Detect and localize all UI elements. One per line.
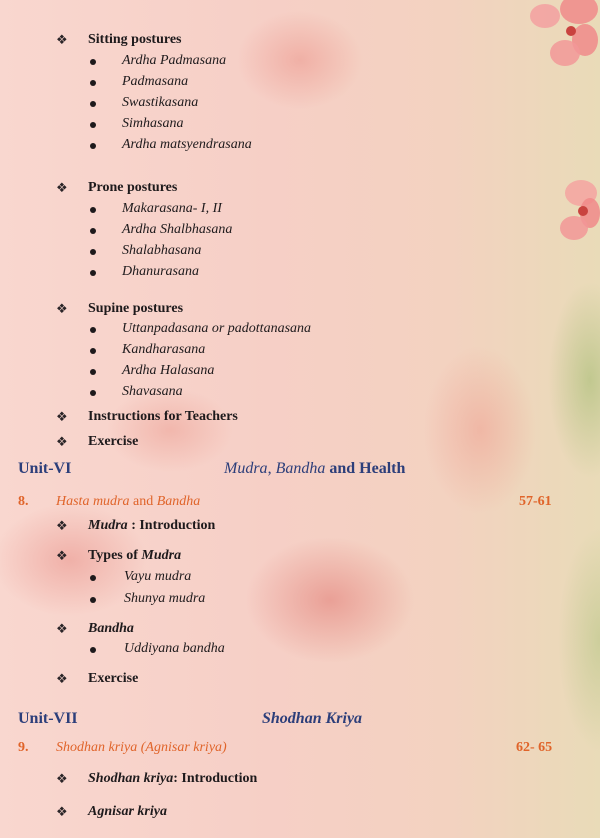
diamond-bullet-icon: ❖ bbox=[56, 409, 68, 424]
unit-label: Unit-VII bbox=[18, 710, 78, 727]
bullet-icon bbox=[90, 228, 96, 234]
bullet-icon bbox=[90, 369, 96, 375]
chapter-title: Shodhan kriya (Agnisar kriya) bbox=[56, 740, 227, 755]
diamond-bullet-icon: ❖ bbox=[56, 518, 68, 533]
bullet-icon bbox=[90, 207, 96, 213]
bullet-icon bbox=[90, 80, 96, 86]
chapter-number: 8. bbox=[18, 494, 29, 509]
bullet-icon bbox=[90, 327, 96, 333]
bullet-icon bbox=[90, 249, 96, 255]
section-heading: Prone postures bbox=[88, 180, 178, 195]
bullet-icon bbox=[90, 575, 96, 581]
bullet-icon bbox=[90, 122, 96, 128]
diamond-bullet-icon: ❖ bbox=[56, 671, 68, 686]
unit-title: Shodhan Kriya bbox=[262, 710, 363, 727]
bullet-icon bbox=[90, 270, 96, 276]
chapter-number: 9. bbox=[18, 740, 29, 755]
diamond-bullet-icon: ❖ bbox=[56, 301, 68, 316]
diamond-bullet-icon: ❖ bbox=[56, 180, 68, 195]
bullet-icon bbox=[90, 390, 96, 396]
chapter-pages: 62- 65 bbox=[516, 740, 553, 755]
diamond-bullet-icon: ❖ bbox=[56, 32, 68, 47]
diamond-bullet-icon: ❖ bbox=[56, 548, 68, 563]
chapter-title: Hasta mudra and Bandha bbox=[56, 494, 201, 509]
bullet-icon bbox=[90, 59, 96, 65]
bullet-icon bbox=[90, 597, 96, 603]
section-heading: Supine postures bbox=[88, 301, 184, 316]
bullet-icon bbox=[90, 647, 96, 653]
diamond-bullet-icon: ❖ bbox=[56, 771, 68, 786]
bullet-icon bbox=[90, 101, 96, 107]
diamond-bullet-icon: ❖ bbox=[56, 434, 68, 449]
unit-title: Mudra, Bandha and Health bbox=[224, 460, 406, 477]
section-heading: Sitting postures bbox=[88, 32, 182, 47]
bullet-icon bbox=[90, 143, 96, 149]
chapter-pages: 57-61 bbox=[519, 494, 552, 509]
diamond-bullet-icon: ❖ bbox=[56, 621, 68, 636]
bullet-icon bbox=[90, 348, 96, 354]
unit-label: Unit-VI bbox=[18, 460, 72, 477]
diamond-bullet-icon: ❖ bbox=[56, 804, 68, 819]
